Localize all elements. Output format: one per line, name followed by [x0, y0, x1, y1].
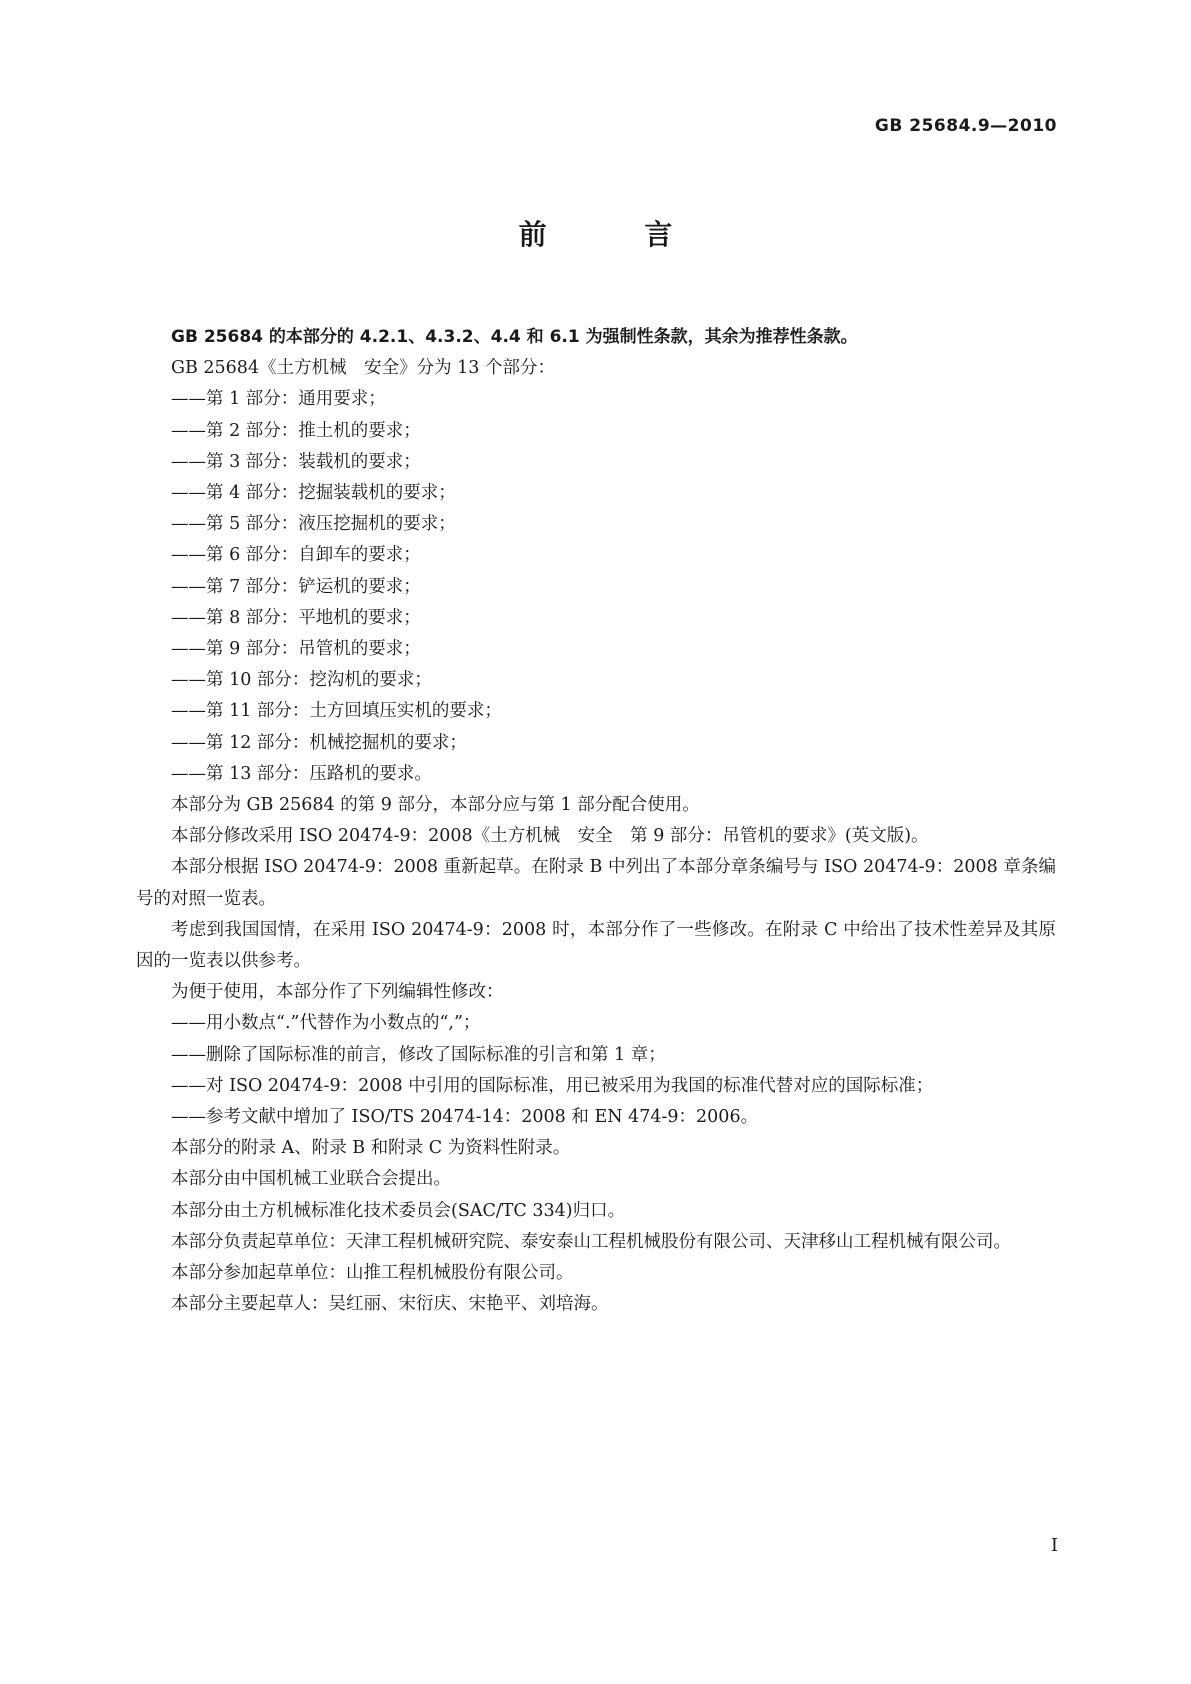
page-number: I [1050, 1535, 1058, 1556]
centralized-by: 本部分由土方机械标准化技术委员会(SAC/TC 334)归口。 [171, 1200, 626, 1221]
parts-intro: GB 25684《土方机械 安全》分为 13 个部分： [171, 358, 555, 379]
mandatory-clause-statement: GB 25684 的本部分的 4.2.1、4.3.2、4.4 和 6.1 为强制性条款，其余为推荐性条款。 [171, 327, 858, 347]
list-item: ——参考文献中增加了 ISO/TS 20474-14：2008 和 EN 474-9：2006。 [171, 1107, 759, 1128]
standard-code: GB 25684.9—2010 [874, 116, 1057, 136]
drafters: 本部分主要起草人：吴红丽、宋衍庆、宋艳平、刘培海。 [171, 1294, 609, 1315]
list-item: ——删除了国际标准的前言，修改了国际标准的引言和第 1 章； [171, 1044, 666, 1065]
list-item: ——第 1 部分：通用要求； [171, 389, 386, 410]
list-item: ——第 5 部分：液压挖掘机的要求； [171, 514, 456, 535]
list-item: ——第 13 部分：压路机的要求。 [171, 763, 432, 784]
list-item: ——第 6 部分：自卸车的要求； [171, 545, 421, 566]
proposed-by: 本部分由中国机械工业联合会提出。 [171, 1169, 451, 1190]
part-relation: 本部分为 GB 25684 的第 9 部分，本部分应与第 1 部分配合使用。 [171, 795, 700, 816]
list-item: ——第 8 部分：平地机的要求； [171, 607, 421, 628]
list-item: ——第 10 部分：挖沟机的要求； [171, 670, 432, 691]
page-title: 前 言 [518, 218, 717, 251]
redrafted-statement: 本部分根据 ISO 20474-9：2008 重新起草。在附录 B 中列出了本部分章条编号与 ISO 20474-9：2008 章条编号的对照一览表。 [136, 857, 1056, 909]
foreword-body [136, 322, 1056, 1321]
list-item: ——第 4 部分：挖掘装载机的要求； [171, 483, 456, 504]
list-item: ——用小数点“.”代替作为小数点的“,”； [171, 1013, 481, 1034]
drafting-units: 本部分负责起草单位：天津工程机械研究院、泰安泰山工程机械股份有限公司、天津移山工程机械有限公司。 [171, 1231, 1011, 1252]
list-item: ——第 9 部分：吊管机的要求； [171, 639, 421, 660]
adoption-statement: 本部分修改采用 ISO 20474-9：2008《土方机械 安全 第 9 部分：吊管机的要求》(英文版)。 [171, 826, 929, 847]
modifications-statement: 考虑到我国国情，在采用 ISO 20474-9：2008 时，本部分作了一些修改。在附录 C 中给出了技术性差异及其原因的一览表以供参考。 [136, 919, 1056, 972]
list-item: ——第 7 部分：铲运机的要求； [171, 576, 421, 597]
participating-units: 本部分参加起草单位：山推工程机械股份有限公司。 [171, 1263, 574, 1284]
list-item: ——第 3 部分：装载机的要求； [171, 451, 421, 472]
list-item: ——第 2 部分：推土机的要求； [171, 420, 421, 441]
annexes-statement: 本部分的附录 A、附录 B 和附录 C 为资料性附录。 [171, 1138, 571, 1159]
list-item: ——第 11 部分：土方回填压实机的要求； [171, 701, 502, 722]
list-item: ——第 12 部分：机械挖掘机的要求； [171, 732, 467, 753]
editorial-intro: 为便于使用，本部分作了下列编辑性修改： [171, 982, 504, 1003]
list-item: ——对 ISO 20474-9：2008 中引用的国际标准，用已被采用为我国的标准代替对应的国际标准； [171, 1075, 934, 1096]
